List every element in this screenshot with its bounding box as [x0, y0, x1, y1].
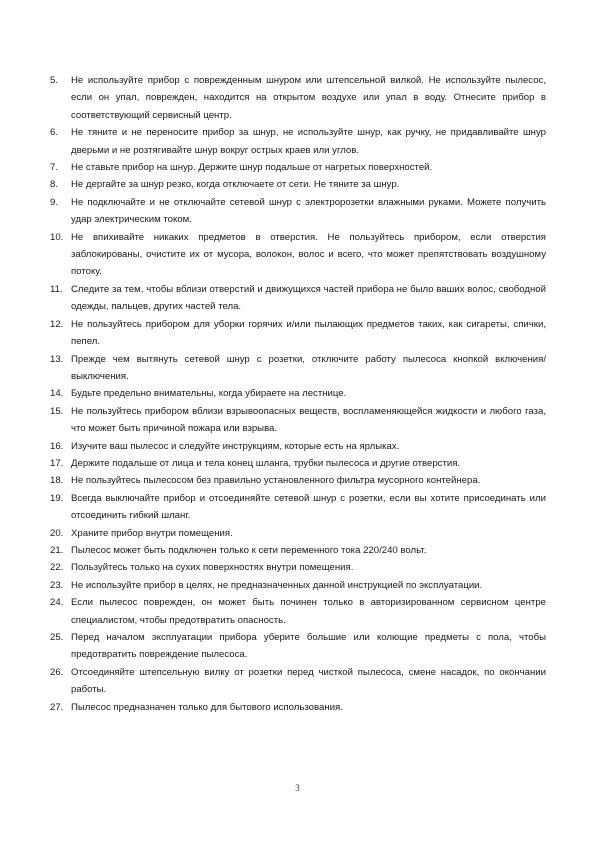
list-item-number: 5. — [50, 75, 59, 86]
list-item-number: 17. — [50, 457, 64, 469]
list-item — [50, 124, 546, 159]
list-item-number: 21. — [50, 544, 64, 556]
list-item-text: Не дергайте за шнур резко, когда отключаете от сети. Не тяните за шнур. — [71, 179, 400, 191]
list-item-text: Изучите ваш пылесос и следуйте инструкциям, которые есть на ярлыках. — [71, 440, 400, 452]
list-item-text: Держите подальше от лица и тела конец шланга, трубки пылесоса и другие отверстия. — [71, 457, 461, 469]
list-item — [50, 403, 546, 438]
list-item — [50, 542, 546, 559]
list-item-number: 15. — [50, 405, 64, 417]
list-item-text: Не пользуйтесь пылесосом без правильно установленного фильтра мусорного контейнера. — [71, 475, 481, 487]
list-item-text: Если пылесос поврежден, он может быть починен только в авторизированном сервисном центре специалистом, чтобы предотвратить опасность. — [71, 597, 546, 626]
list-item-text: Следите за тем, чтобы вблизи отверстий и движущихся частей прибора не было ваших волос, свободной одежды, пальцев, других частей тела. — [71, 283, 546, 313]
list-item-number: 6. — [50, 127, 59, 139]
list-item — [50, 629, 546, 664]
list-item — [50, 559, 546, 576]
list-item — [50, 351, 546, 386]
list-item-number: 8. — [50, 179, 59, 191]
list-item — [50, 455, 546, 472]
list-item — [50, 385, 546, 402]
list-item — [50, 72, 546, 124]
list-item-text: Перед началом эксплуатации прибора уберите большие или колющие предметы с пола, чтобы предотвратить повреждение пылесоса. — [71, 632, 546, 661]
list-item — [50, 664, 546, 699]
list-item-number: 11. — [50, 283, 63, 295]
list-item-number: 10. — [50, 231, 64, 243]
list-item-number: 24. — [50, 597, 64, 609]
list-item — [50, 159, 546, 176]
list-item-text: Пылесос предназначен только для бытового использования. — [71, 701, 343, 713]
list-item — [50, 316, 546, 351]
list-item-number: 27. — [50, 701, 64, 713]
list-item-text: Не ставьте прибор на шнур. Держите шнур подальше от нагретых поверхностей. — [71, 162, 433, 174]
list-item — [50, 525, 546, 542]
list-item-number: 26. — [50, 666, 64, 678]
list-item-text: Не впихивайте никаких предметов в отверстия. Не пользуйтесь прибором, если отверстия заблокированы, очистите их от мусора, волокон, волос и всего, что может препятствовать воздушному потоку. — [71, 231, 546, 278]
list-item-number: 23. — [50, 579, 64, 591]
list-item-text: Будьте предельно внимательны, когда убираете на лестнице. — [71, 388, 347, 400]
list-item-number: 9. — [50, 196, 59, 208]
list-item-text: Прежде чем вытянуть сетевой шнур с розетки, отключите работу пылесоса кнопкой включения/выключения. — [71, 353, 546, 382]
list-item-text: Пылесос может быть подключен только к сети переменного тока 220/240 вольт. — [71, 544, 427, 556]
list-item-text: Храните прибор внутри помещения. — [71, 527, 233, 539]
list-item-number: 13. — [50, 353, 64, 365]
list-item-text: Не тяните и не переносите прибор за шнур, не используйте шнур, как ручку, не придавливайте шнур дверьми и не розтягивайте шнур вокруг острых краев или углов. — [71, 127, 546, 156]
list-item — [50, 229, 546, 281]
list-item-text: Пользуйтесь только на сухих поверхностях внутри помещения. — [71, 562, 354, 574]
list-item-number: 25. — [50, 632, 64, 643]
list-item-number: 7. — [50, 162, 59, 174]
list-item-text: Не пользуйтесь прибором вблизи взрывоопасных веществ, воспламеняющейся жидкости и любого газа, что может быть причиной пожара или взрыва. — [71, 405, 546, 435]
list-item-number: 12. — [50, 318, 64, 330]
list-item — [50, 577, 546, 594]
list-item-text: Не подключайте и не отключайте сетевой шнур с электророзетки влажными руками. Можете получить удар электрическим током. — [71, 196, 546, 226]
list-item — [50, 281, 546, 316]
list-item-number: 14. — [50, 388, 64, 400]
list-item-text: Не используйте прибор в целях, не предназначенных данной инструкцией по эксплуатации. — [71, 579, 483, 591]
list-item — [50, 472, 546, 489]
list-item-number: 19. — [50, 492, 64, 504]
list-item-number: 20. — [50, 527, 64, 539]
list-item-number: 16. — [50, 440, 64, 452]
list-item-number: 22. — [50, 562, 64, 574]
list-item-text: Всегда выключайте прибор и отсоединяйте сетевой шнур с розетки, если вы хотите присоединать или отсоединить гибкий шланг. — [71, 492, 546, 522]
list-item — [50, 490, 546, 525]
list-item — [50, 176, 546, 193]
list-item-text: Отсоединяйте штепсельную вилку от розетки перед чисткой пылесоса, смене насадок, по окончании работы. — [71, 666, 546, 696]
list-item — [50, 438, 546, 455]
list-item — [50, 194, 546, 229]
list-item-text: Не пользуйтесь прибором для уборки горячих и/или пылающих предметов таких, как сигареты, спички, пепел. — [71, 318, 546, 348]
page-number: 3 — [295, 783, 300, 793]
list-item — [50, 594, 546, 629]
safety-instructions-list — [50, 72, 546, 716]
list-item-number: 18. — [50, 475, 64, 487]
list-item — [50, 699, 546, 716]
list-item-text: Не используйте прибор с поврежденным шнуром или штепсельной вилкой. Не используйте пылесос, если он упал, поврежден, находится на открытом воздухе или упал в воду. Отнесите прибор в соответствующий сервисный центр. — [71, 75, 546, 121]
